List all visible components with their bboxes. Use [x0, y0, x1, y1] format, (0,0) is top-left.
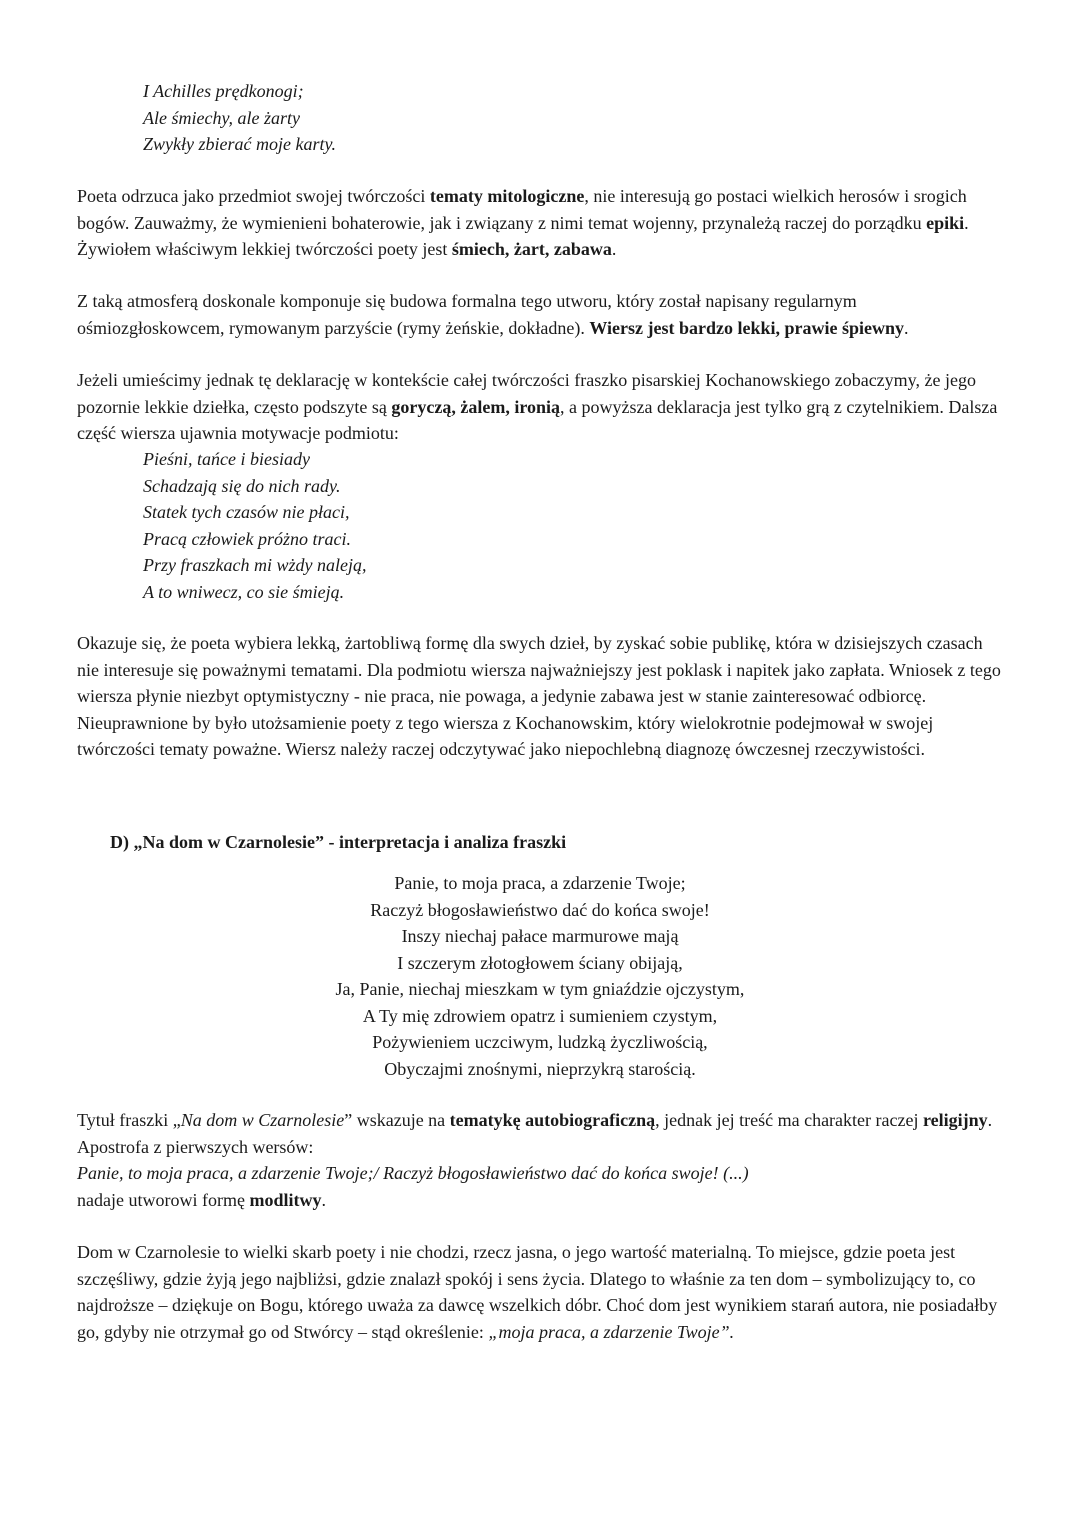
title-italic: Na dom w Czarnolesie: [180, 1110, 345, 1130]
emphasis: religijny: [922, 1110, 988, 1130]
verse-line: Pieśni, tańce i biesiady: [143, 449, 310, 469]
paragraph-context: Jeżeli umieścimy jednak tę deklarację w kontekście całej twórczości fraszko pisarskiej Kochanowskiego zobaczymy, że jego pozornie lekkie dziełka, często podszyte są goryczą, żalem, ironią, a powyższa deklaracja jest tylko grą z czytelnikiem. Dalsza część wiersza ujawnia motywacje podmiotu:: [77, 370, 998, 443]
quote-italic: Panie, to moja praca, a zdarzenie Twoje;/ Raczyż błogosławieństwo dać do końca swoje! (...): [77, 1163, 749, 1183]
verse-line: Przy fraszkach mi wżdy naleją,: [143, 555, 367, 575]
poem-line: Panie, to moja praca, a zdarzenie Twoje;: [394, 873, 686, 893]
emphasis: śmiech, żart, zabawa: [451, 239, 612, 259]
verse-line: Statek tych czasów nie płaci,: [143, 502, 350, 522]
emphasis: epiki: [926, 212, 965, 233]
quote-italic: „moja praca, a zdarzenie Twoje”.: [488, 1321, 735, 1342]
verse-line: Zwykły zbierać moje karty.: [143, 134, 336, 154]
emphasis: tematykę autobiograficzną: [449, 1110, 656, 1130]
paragraph-title-analysis: Tytuł fraszki „Na dom w Czarnolesie” wskazuje na tematykę autobiograficzną, jednak jej treść ma charakter raczej religijny. Apostrofa z pierwszych wersów: Panie, to moja praca, a zdarzenie Twoje;/ Raczyż błogosławieństwo dać do końca swoje! (...) nadaje utworowi formę modlitwy.: [77, 1110, 993, 1210]
poem-line: Raczyż błogosławieństwo dać do końca swoje!: [370, 899, 710, 920]
verse-line: A to wniwecz, co sie śmieją.: [143, 581, 345, 602]
verse-line: Ale śmiechy, ale żarty: [143, 107, 300, 128]
verse-line: Schadzają się do nich rady.: [143, 475, 341, 496]
emphasis: tematy mitologiczne: [429, 186, 585, 206]
poem-line: Obyczajmi znośnymi, nieprzykrą starością.: [384, 1058, 696, 1079]
poem-line: Ja, Panie, niechaj mieszkam w tym gniaździe ojczystym,: [335, 979, 745, 999]
verse-quote-1: [143, 78, 336, 158]
poem-line: Pożywieniem uczciwym, ludzką życzliwością,: [372, 1032, 708, 1052]
paragraph-home-meaning: Dom w Czarnolesie to wielki skarb poety i nie chodzi, rzecz jasna, o jego wartość materialną. To miejsce, gdzie poeta jest szczęśliwy, gdzie żyją jego najbliżsi, gdzie znalazł spokój i sens życia. Dlatego to właśnie za ten dom – symbolizujący to, co najdroższe – dziękuje on Bogu, którego uważa za dawcę wszelkich dóbr. Choć dom jest wynikiem starań autora, nie posiadałby go, gdyby nie otrzymał go od Stwórcy – stąd określenie: „moja praca, a zdarzenie Twoje”.: [77, 1242, 998, 1342]
poem-line: A Ty mię zdrowiem opatrz i sumieniem czystym,: [362, 1005, 718, 1026]
section-heading-d: D) „Na dom w Czarnolesie” - interpretacja i analiza fraszki: [110, 832, 567, 852]
emphasis: modlitwy: [249, 1189, 322, 1210]
paragraph-mythology: Poeta odrzuca jako przedmiot swojej twórczości tematy mitologiczne, nie interesują go postaci wielkich herosów i srogich bogów. Zauważmy, że wymienieni bohaterowie, jak i związany z nimi temat wojenny, przynależą raczej do porządku epiki. Żywiołem właściwym lekkiej twórczości poety jest śmiech, żart, zabawa.: [77, 186, 969, 259]
poem-line: Inszy niechaj pałace marmurowe mają: [401, 926, 679, 946]
paragraph-form: Z taką atmosferą doskonale komponuje się budowa formalna tego utworu, który został napisany regularnym ośmiozgłoskowcem, rymowanym parzyście (rymy żeńskie, dokładne). Wiersz jest bardzo lekki, prawie śpiewny.: [77, 291, 909, 338]
verse-quote-2: [143, 446, 366, 605]
verse-line: I Achilles prędkonogi;: [143, 81, 304, 101]
verse-line: Pracą człowiek próżno traci.: [143, 528, 351, 549]
poem-line: I szczerym złotogłowem ściany obijają,: [397, 952, 683, 973]
emphasis: Wiersz jest bardzo lekki, prawie śpiewny: [589, 317, 905, 338]
poem-na-dom-w-czarnolesie: [240, 870, 840, 1082]
emphasis: goryczą, żalem, ironią: [391, 396, 561, 417]
paragraph-conclusion: Okazuje się, że poeta wybiera lekką, żartobliwą formę dla swych dzieł, by zyskać sobie publikę, która w dzisiejszych czasach nie interesuje się poważnymi tematami. Dla podmiotu wiersza najważniejszy jest poklask i napitek jako zapłata. Wniosek z tego wiersza płynie niezbyt optymistyczny - nie praca, nie powaga, a jedynie zabawa jest w stanie zainteresować odbiorcę. Nieuprawnione by było utożsamienie poety z tego wiersza z Kochanowskim, który wielokrotnie podejmował w swojej twórczości tematy poważne. Wiersz należy raczej odczytywać jako niepochlebną diagnozę ówczesnej rzeczywistości.: [77, 633, 1001, 759]
